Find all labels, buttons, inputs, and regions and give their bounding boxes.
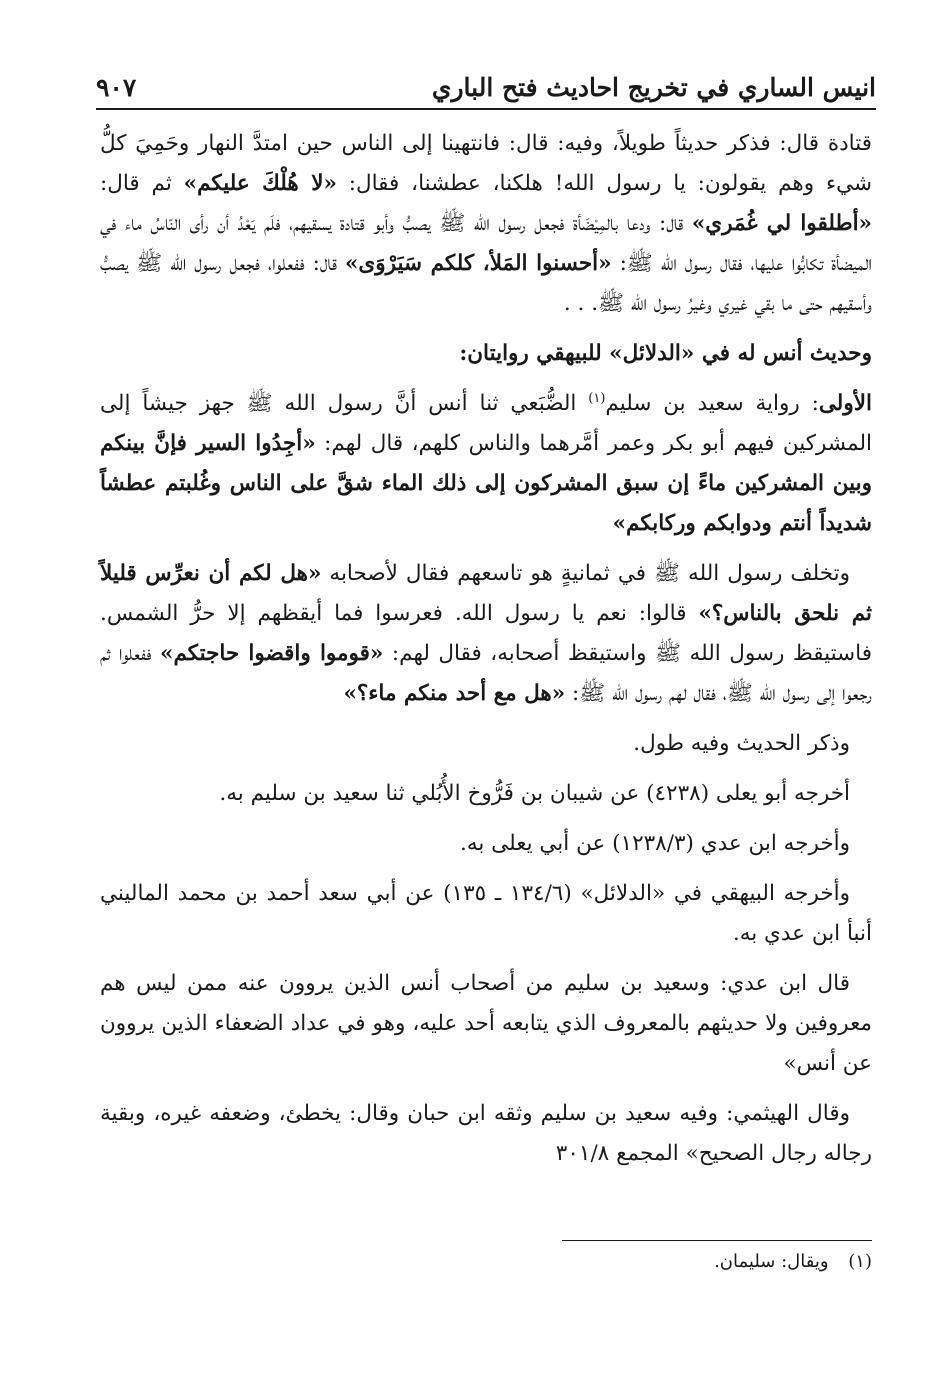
footnote-marker: (١)	[848, 1251, 872, 1272]
text-segment: الضُّبَعي ثنا أنس أنَّ رسول الله ﷺ جهز جيشاً إلى المشركين فيهم أبو بكر وعمر أمَّرهما والناس كلهم، قال لهم:	[100, 391, 872, 456]
text-segment: قتادة قال: فذكر حديثاً طويلاً، وفيه: قال: فانتهينا إلى الناس حين امتدَّ النهار وحَمِيَ كلُّ شيء وهم يقولون: يا رسول الله! هلكنا، عطشنا، فقال:	[100, 131, 872, 196]
text-segment: وأخرجه البيهقي في «الدلائل» (١٣٤/٦ ـ ١٣٥) عن أبي سعد أحمد بن محمد الماليني أنبأ ابن عدي به.	[100, 881, 872, 946]
paragraph	[100, 964, 872, 1084]
running-title: انيس الساري في تخريج احاديث فتح الباري	[431, 73, 876, 102]
paragraph	[100, 384, 872, 544]
page-header	[96, 60, 876, 106]
text-segment: قال: ففعلوا، فجعل رسول الله ﷺ يصبُّ وأسقيهم حتى ما بقي غيري وغيرُ رسول الله ﷺ. . .	[100, 251, 872, 316]
text-segment: قال ابن عدي: وسعيد بن سليم من أصحاب أنس الذين يروون عنه ممن ليس هم معروفين ولا حديثهم بالمعروف الذي يتابعه أحد عليه، وهو في عداد الضعفاء الذين يروون عن أنس»	[100, 971, 872, 1076]
text-segment: ثم قال:	[100, 171, 184, 196]
bold-text-segment: الأولى	[818, 391, 872, 416]
bold-text-segment: وحديث أنس له في «الدلائل» للبيهقي روايتان:	[459, 341, 872, 366]
text-segment: ففعلوا ثم رجعوا إلى رسول الله ﷺ، فقال لهم رسول الله ﷺ:	[100, 641, 872, 706]
header-divider	[96, 108, 876, 110]
paragraph	[100, 724, 872, 764]
paragraph	[100, 824, 872, 864]
bold-text-segment: «لا هُلْكَ عليكم»	[183, 171, 337, 196]
footnote-reference: (١)	[588, 390, 606, 406]
text-segment: وذكر الحديث وفيه طول.	[633, 731, 850, 756]
bold-text-segment: «أحسنوا المَلأ، كلكم سَيَرْوَى»	[344, 251, 612, 276]
paragraph	[100, 1094, 872, 1174]
footnote	[100, 1248, 872, 1276]
text-segment: وتخلف رسول الله ﷺ في ثمانيةٍ هو تاسعهم فقال لأصحابه	[321, 561, 850, 586]
footnote-divider	[562, 1240, 872, 1241]
text-segment: وأخرجه ابن عدي (١٢٣٨/٣) عن أبي يعلى به.	[459, 831, 850, 856]
paragraph	[100, 124, 872, 324]
text-segment: : رواية سعيد بن سليم	[605, 391, 819, 416]
body-text	[100, 124, 872, 1184]
paragraph	[100, 334, 872, 374]
bold-text-segment: «أطلقوا لي غُمَري»	[691, 211, 872, 236]
text-segment: قالوا: نعم يا رسول الله. فعرسوا فما أيقظهم إلا حرُّ الشمس. فاستيقظ رسول الله ﷺ واستيقظ أصحابه، فقال لهم:	[100, 601, 872, 666]
paragraph	[100, 774, 872, 814]
paragraph	[100, 874, 872, 954]
paragraph	[100, 554, 872, 714]
page-number: ٩٠٧	[96, 73, 137, 102]
bold-text-segment: «هل لكم أن نعرِّس قليلاً ثم نلحق بالناس؟»	[100, 561, 872, 626]
bold-text-segment: «أجِدُوا السير فإنَّ بينكم وبين المشركين ماءً إن سبق المشركون إلى ذلك الماء شقَّ على الناس وغُلبتم عطشاً شديداً أنتم ودوابكم وركابكم»	[100, 431, 872, 536]
footnote-text: ويقال: سليمان.	[714, 1251, 829, 1272]
text-segment: أخرجه أبو يعلى (٤٢٣٨) عن شيبان بن فَرُّوخ الأُبُلي ثنا سعيد بن سليم به.	[219, 781, 850, 806]
text-segment: وقال الهيثمي: وفيه سعيد بن سليم وثقه ابن حبان وقال: يخطئ، وضعفه غيره، وبقية رجاله رجال الصحيح» المجمع ٣٠١/٨	[100, 1101, 872, 1166]
text-segment: قال: ودعا بالمِيْضَأة فجعل رسول الله ﷺ يصبُّ وأبو قتادة يسقيهم، فلَم يَعْدُ أن رأى النّاسُ ماء في الميضأة تكابُّوا عليها، فقال رسول الله ﷺ:	[100, 211, 872, 276]
bold-text-segment: «قوموا واقضوا حاجتكم»	[160, 641, 384, 666]
bold-text-segment: «هل مع أحد منكم ماء؟»	[343, 681, 566, 706]
